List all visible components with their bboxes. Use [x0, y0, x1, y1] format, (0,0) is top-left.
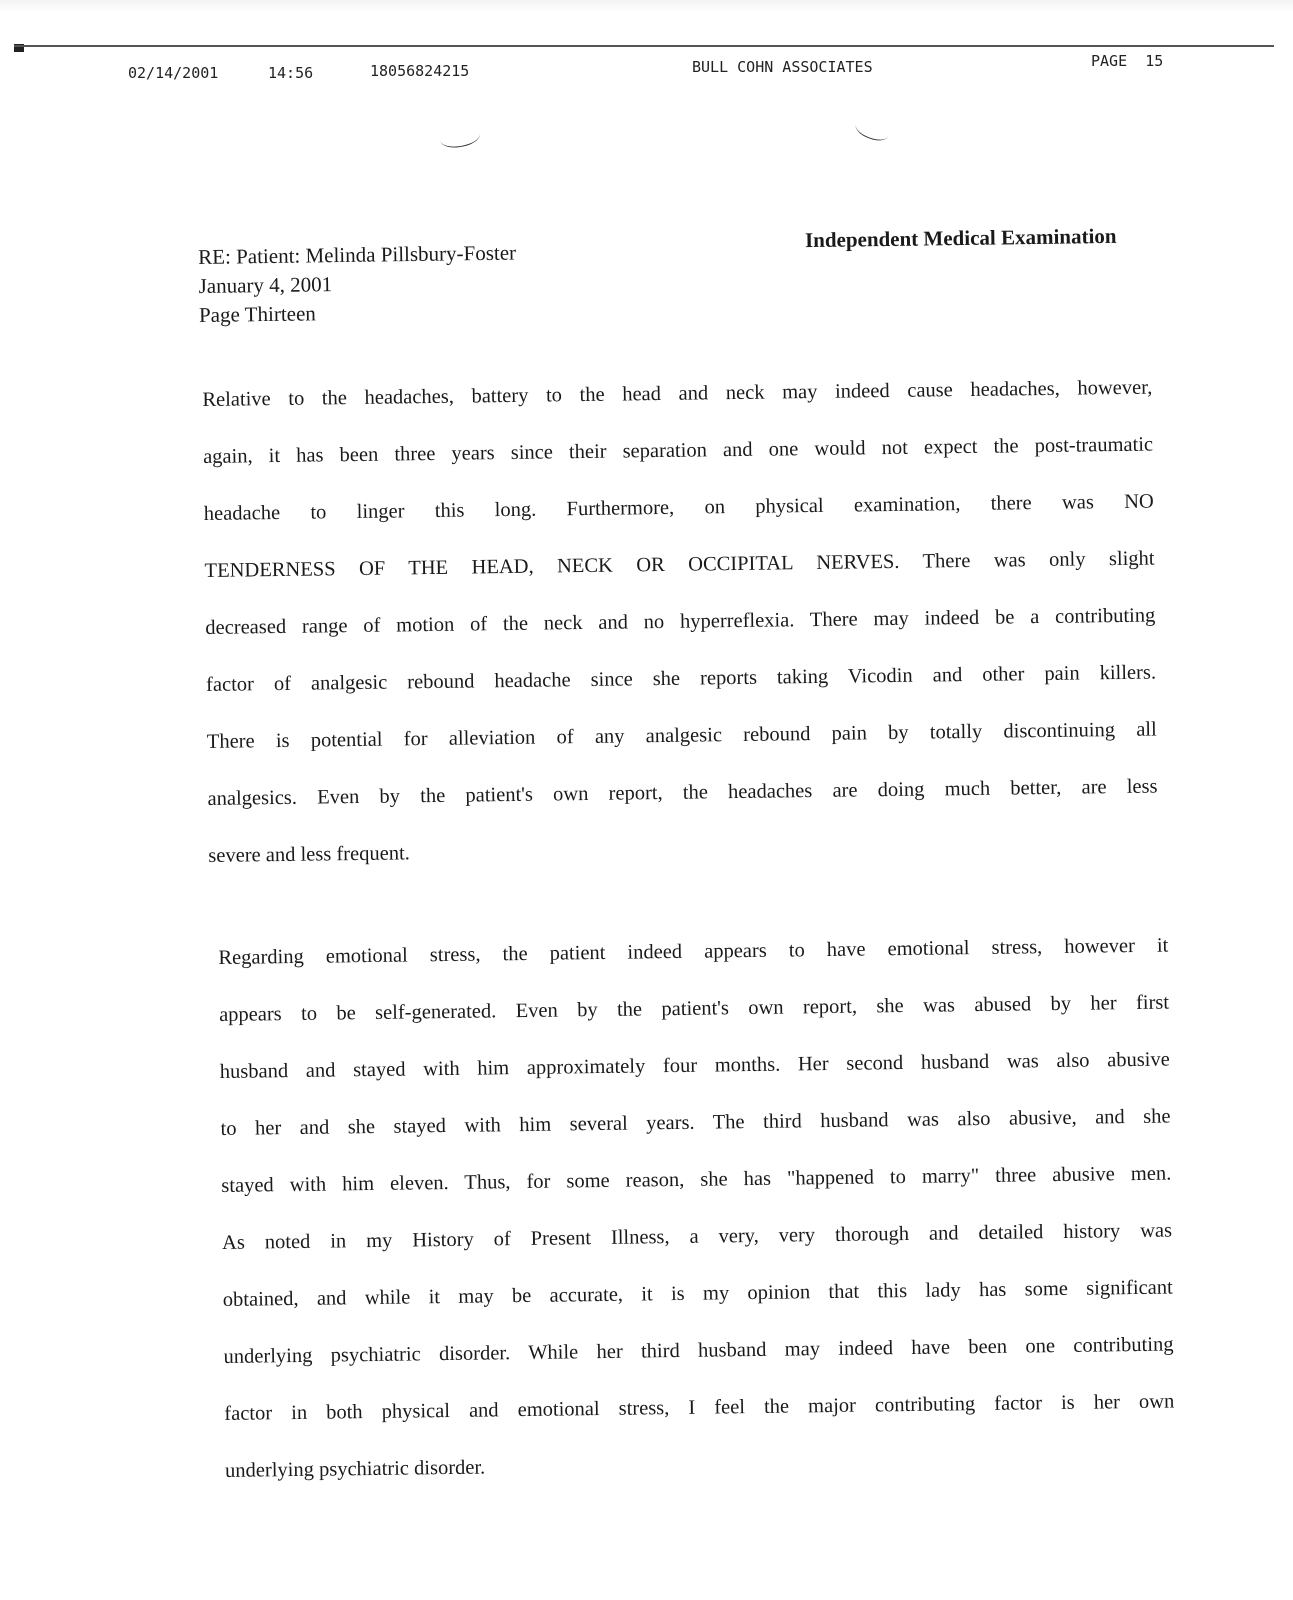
fax-date: 02/14/2001	[128, 64, 219, 82]
fax-company: BULL COHN ASSOCIATES	[692, 58, 873, 76]
paragraph-emotional-stress	[218, 918, 1175, 1500]
text-line: decreased range of motion of the neck and no hyperreflexia. There may indeed be a contributing	[205, 604, 1156, 639]
text-line: obtained, and while it may be accurate, it is my opinion that this lady has some significant	[222, 1276, 1173, 1311]
fax-page-number: 15	[1145, 52, 1164, 70]
fax-page	[1091, 52, 1163, 70]
fax-header-rule	[14, 45, 1274, 47]
scan-smudge	[439, 125, 482, 151]
text-line: Relative to the headaches, battery to the head and neck may indeed cause headaches, however,	[202, 376, 1153, 411]
text-line: appears to be self-generated. Even by the patient's own report, she was abused by her first	[218, 991, 1170, 1026]
scan-smudge	[853, 117, 891, 145]
document-title: Independent Medical Examination	[804, 223, 1117, 253]
text-line: As noted in my History of Present Illness, a very, very thorough and detailed history was	[221, 1219, 1173, 1254]
letter-page: Page Thirteen	[198, 301, 316, 327]
text-line: again, it has been three years since their separation and one would not expect the post-traumatic	[202, 433, 1154, 468]
text-line: factor of analgesic rebound headache since she reports taking Vicodin and other pain killers.	[205, 661, 1157, 696]
text-line: stayed with him eleven. Thus, for some reason, she has "happened to marry" three abusive men.	[221, 1162, 1172, 1197]
text-line: analgesics. Even by the patient's own report, the headaches are doing much better, are less	[207, 775, 1158, 810]
letter-header	[198, 239, 517, 330]
text-line: Regarding emotional stress, the patient indeed appears to have emotional stress, however it	[218, 934, 1169, 969]
text-line: underlying psychiatric disorder.	[224, 1456, 486, 1482]
letter-date: January 4, 2001	[198, 272, 333, 298]
fax-header	[0, 52, 1293, 82]
text-line: There is potential for alleviation of any analgesic rebound pain by totally discontinuing all	[206, 718, 1157, 753]
text-line: underlying psychiatric disorder. While her third husband may indeed have been one contributing	[223, 1333, 1174, 1368]
text-line: severe and less frequent.	[208, 842, 410, 867]
re-line: RE: Patient: Melinda Pillsbury-Foster	[198, 240, 517, 269]
paragraph-headaches	[202, 360, 1159, 885]
text-line: husband and stayed with him approximately four months. Her second husband was also abusive	[219, 1048, 1170, 1083]
fax-phone: 18056824215	[370, 62, 470, 80]
text-line: TENDERNESS OF THE HEAD, NECK OR OCCIPITAL NERVES. There was only slight	[204, 547, 1155, 582]
fax-time: 14:56	[268, 64, 314, 82]
fax-page-label: PAGE	[1091, 52, 1128, 70]
text-line: headache to linger this long. Furthermore, on physical examination, there was NO	[203, 490, 1154, 525]
text-line: to her and she stayed with him several years. The third husband was also abusive, and she	[220, 1105, 1171, 1140]
scan-top-edge	[0, 0, 1293, 12]
text-line: factor in both physical and emotional stress, I feel the major contributing factor is her own	[224, 1390, 1175, 1425]
